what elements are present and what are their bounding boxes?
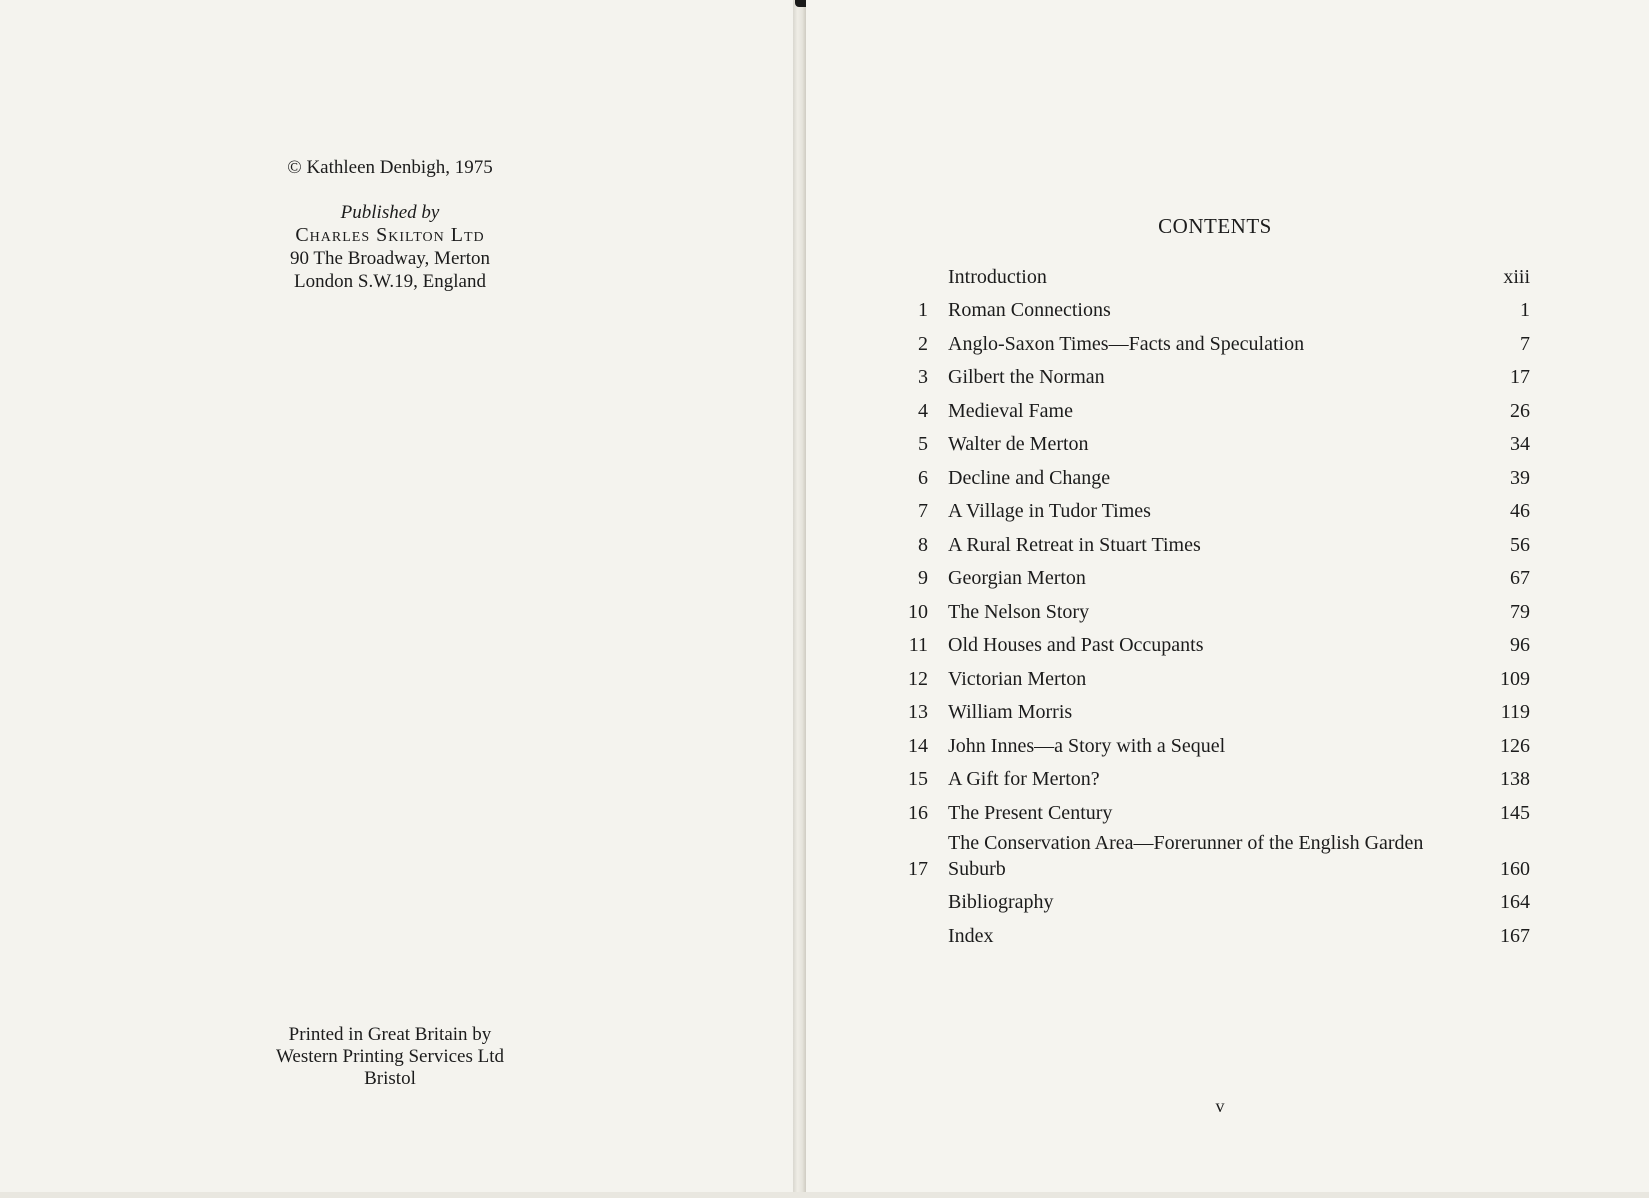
toc-chapter-number: 3	[918, 366, 928, 388]
book-gutter	[793, 0, 806, 1198]
toc-page-number: 17	[1510, 366, 1530, 388]
toc-chapter-number: 8	[918, 533, 928, 556]
toc-chapter-title: Decline and Change	[948, 466, 1111, 489]
publisher-address-line2: London S.W.19, England	[294, 271, 486, 292]
toc-chapter-number: 15	[908, 768, 928, 790]
toc-chapter-number: 17	[908, 857, 928, 880]
toc-chapter-title: Medieval Fame	[948, 399, 1073, 422]
toc-entry	[880, 495, 1540, 529]
toc-entry	[880, 562, 1540, 596]
toc-entry	[880, 696, 1540, 730]
toc-chapter-title: Introduction	[948, 265, 1047, 288]
toc-page-number: 96	[1510, 634, 1530, 656]
toc-entry	[880, 461, 1540, 495]
toc-entry	[880, 796, 1540, 830]
toc-chapter-title: Victorian Merton	[948, 667, 1087, 690]
toc-chapter-number: 6	[918, 466, 928, 489]
toc-entry	[880, 919, 1540, 953]
toc-page-number: 109	[1500, 667, 1530, 690]
toc-page-number: 26	[1510, 399, 1530, 422]
table-of-contents	[880, 260, 1540, 953]
toc-chapter-number: 10	[908, 600, 928, 623]
toc-chapter-title: John Innes—a Story with a Sequel	[948, 734, 1226, 757]
toc-entry	[880, 830, 1540, 886]
toc-chapter-title: Roman Connections	[948, 299, 1111, 321]
page-number: v	[1215, 1096, 1225, 1116]
toc-entry	[880, 361, 1540, 395]
toc-chapter-title: A Gift for Merton?	[948, 768, 1100, 790]
toc-chapter-title: Georgian Merton	[948, 567, 1086, 589]
toc-entry	[880, 729, 1540, 763]
toc-chapter-number: 7	[918, 500, 928, 522]
publisher-block	[240, 201, 540, 293]
toc-chapter-title: William Morris	[948, 701, 1073, 723]
toc-entry	[880, 260, 1540, 294]
toc-entry	[880, 662, 1540, 696]
toc-chapter-number: 14	[908, 734, 928, 757]
toc-chapter-number: 11	[908, 634, 928, 656]
toc-chapter-number	[880, 949, 948, 953]
toc-chapter-title: Walter de Merton	[948, 433, 1089, 455]
printer-line1: Printed in Great Britain by	[288, 1024, 492, 1045]
toc-page-number: 167	[1500, 924, 1530, 947]
toc-page-number: 79	[1510, 600, 1530, 623]
publisher-name: Charles Skilton Ltd	[295, 224, 485, 246]
toc-chapter-title: Gilbert the Norman	[948, 366, 1105, 388]
toc-chapter-title: The Present Century	[948, 801, 1113, 824]
copyright-notice: © Kathleen Denbigh, 1975	[287, 157, 493, 178]
printer-line3: Bristol	[364, 1068, 416, 1089]
toc-chapter-number: 2	[918, 332, 928, 355]
toc-page-number: 34	[1510, 433, 1530, 455]
toc-page-number: 1	[1520, 299, 1530, 321]
scan-edge	[0, 1192, 1649, 1198]
toc-chapter-title: The Nelson Story	[948, 600, 1090, 623]
toc-entry	[880, 428, 1540, 462]
toc-page-number: 119	[1500, 701, 1530, 723]
toc-chapter-title: A Village in Tudor Times	[948, 500, 1151, 522]
toc-entry	[880, 595, 1540, 629]
toc-page-number: 39	[1510, 466, 1530, 489]
toc-entry	[880, 629, 1540, 663]
toc-entry	[880, 327, 1540, 361]
toc-page-number: 138	[1500, 768, 1530, 790]
toc-page-number: xiii	[1503, 265, 1530, 288]
toc-entry	[880, 763, 1540, 797]
toc-entry	[880, 886, 1540, 920]
toc-entry	[880, 294, 1540, 328]
toc-chapter-title: Bibliography	[948, 891, 1054, 913]
toc-chapter-number: 5	[918, 433, 928, 455]
publisher-address-line1: 90 The Broadway, Merton	[290, 248, 490, 269]
toc-page-number: 7	[1520, 332, 1530, 355]
toc-page-number: 126	[1500, 734, 1530, 757]
toc-chapter-title: Anglo-Saxon Times—Facts and Speculation	[948, 332, 1305, 355]
toc-page-number: 56	[1510, 533, 1530, 556]
toc-chapter-number: 12	[908, 667, 928, 690]
toc-entry	[880, 394, 1540, 428]
toc-chapter-title: A Rural Retreat in Stuart Times	[948, 533, 1201, 556]
left-page	[0, 0, 793, 1198]
toc-page-number: 160	[1500, 857, 1530, 880]
toc-chapter-number: 16	[908, 801, 928, 824]
publisher-intro: Published by	[340, 202, 440, 223]
toc-page-number: 67	[1510, 567, 1530, 589]
toc-chapter-number: 9	[918, 567, 928, 589]
toc-chapter-number: 4	[918, 399, 928, 422]
contents-heading: CONTENTS	[1158, 214, 1272, 238]
printer-block	[240, 1024, 540, 1090]
toc-chapter-title: Old Houses and Past Occupants	[948, 634, 1204, 656]
toc-chapter-title: Index	[948, 924, 994, 947]
toc-page-number: 145	[1500, 801, 1530, 824]
toc-chapter-number: 13	[908, 701, 928, 723]
toc-chapter-title: The Conservation Area—Forerunner of the English Garden Suburb	[948, 831, 1424, 880]
printer-line2: Western Printing Services Ltd	[275, 1046, 504, 1067]
toc-page-number: 164	[1500, 891, 1530, 913]
toc-page-number: 46	[1510, 500, 1530, 522]
toc-chapter-number: 1	[918, 299, 928, 321]
toc-entry	[880, 528, 1540, 562]
